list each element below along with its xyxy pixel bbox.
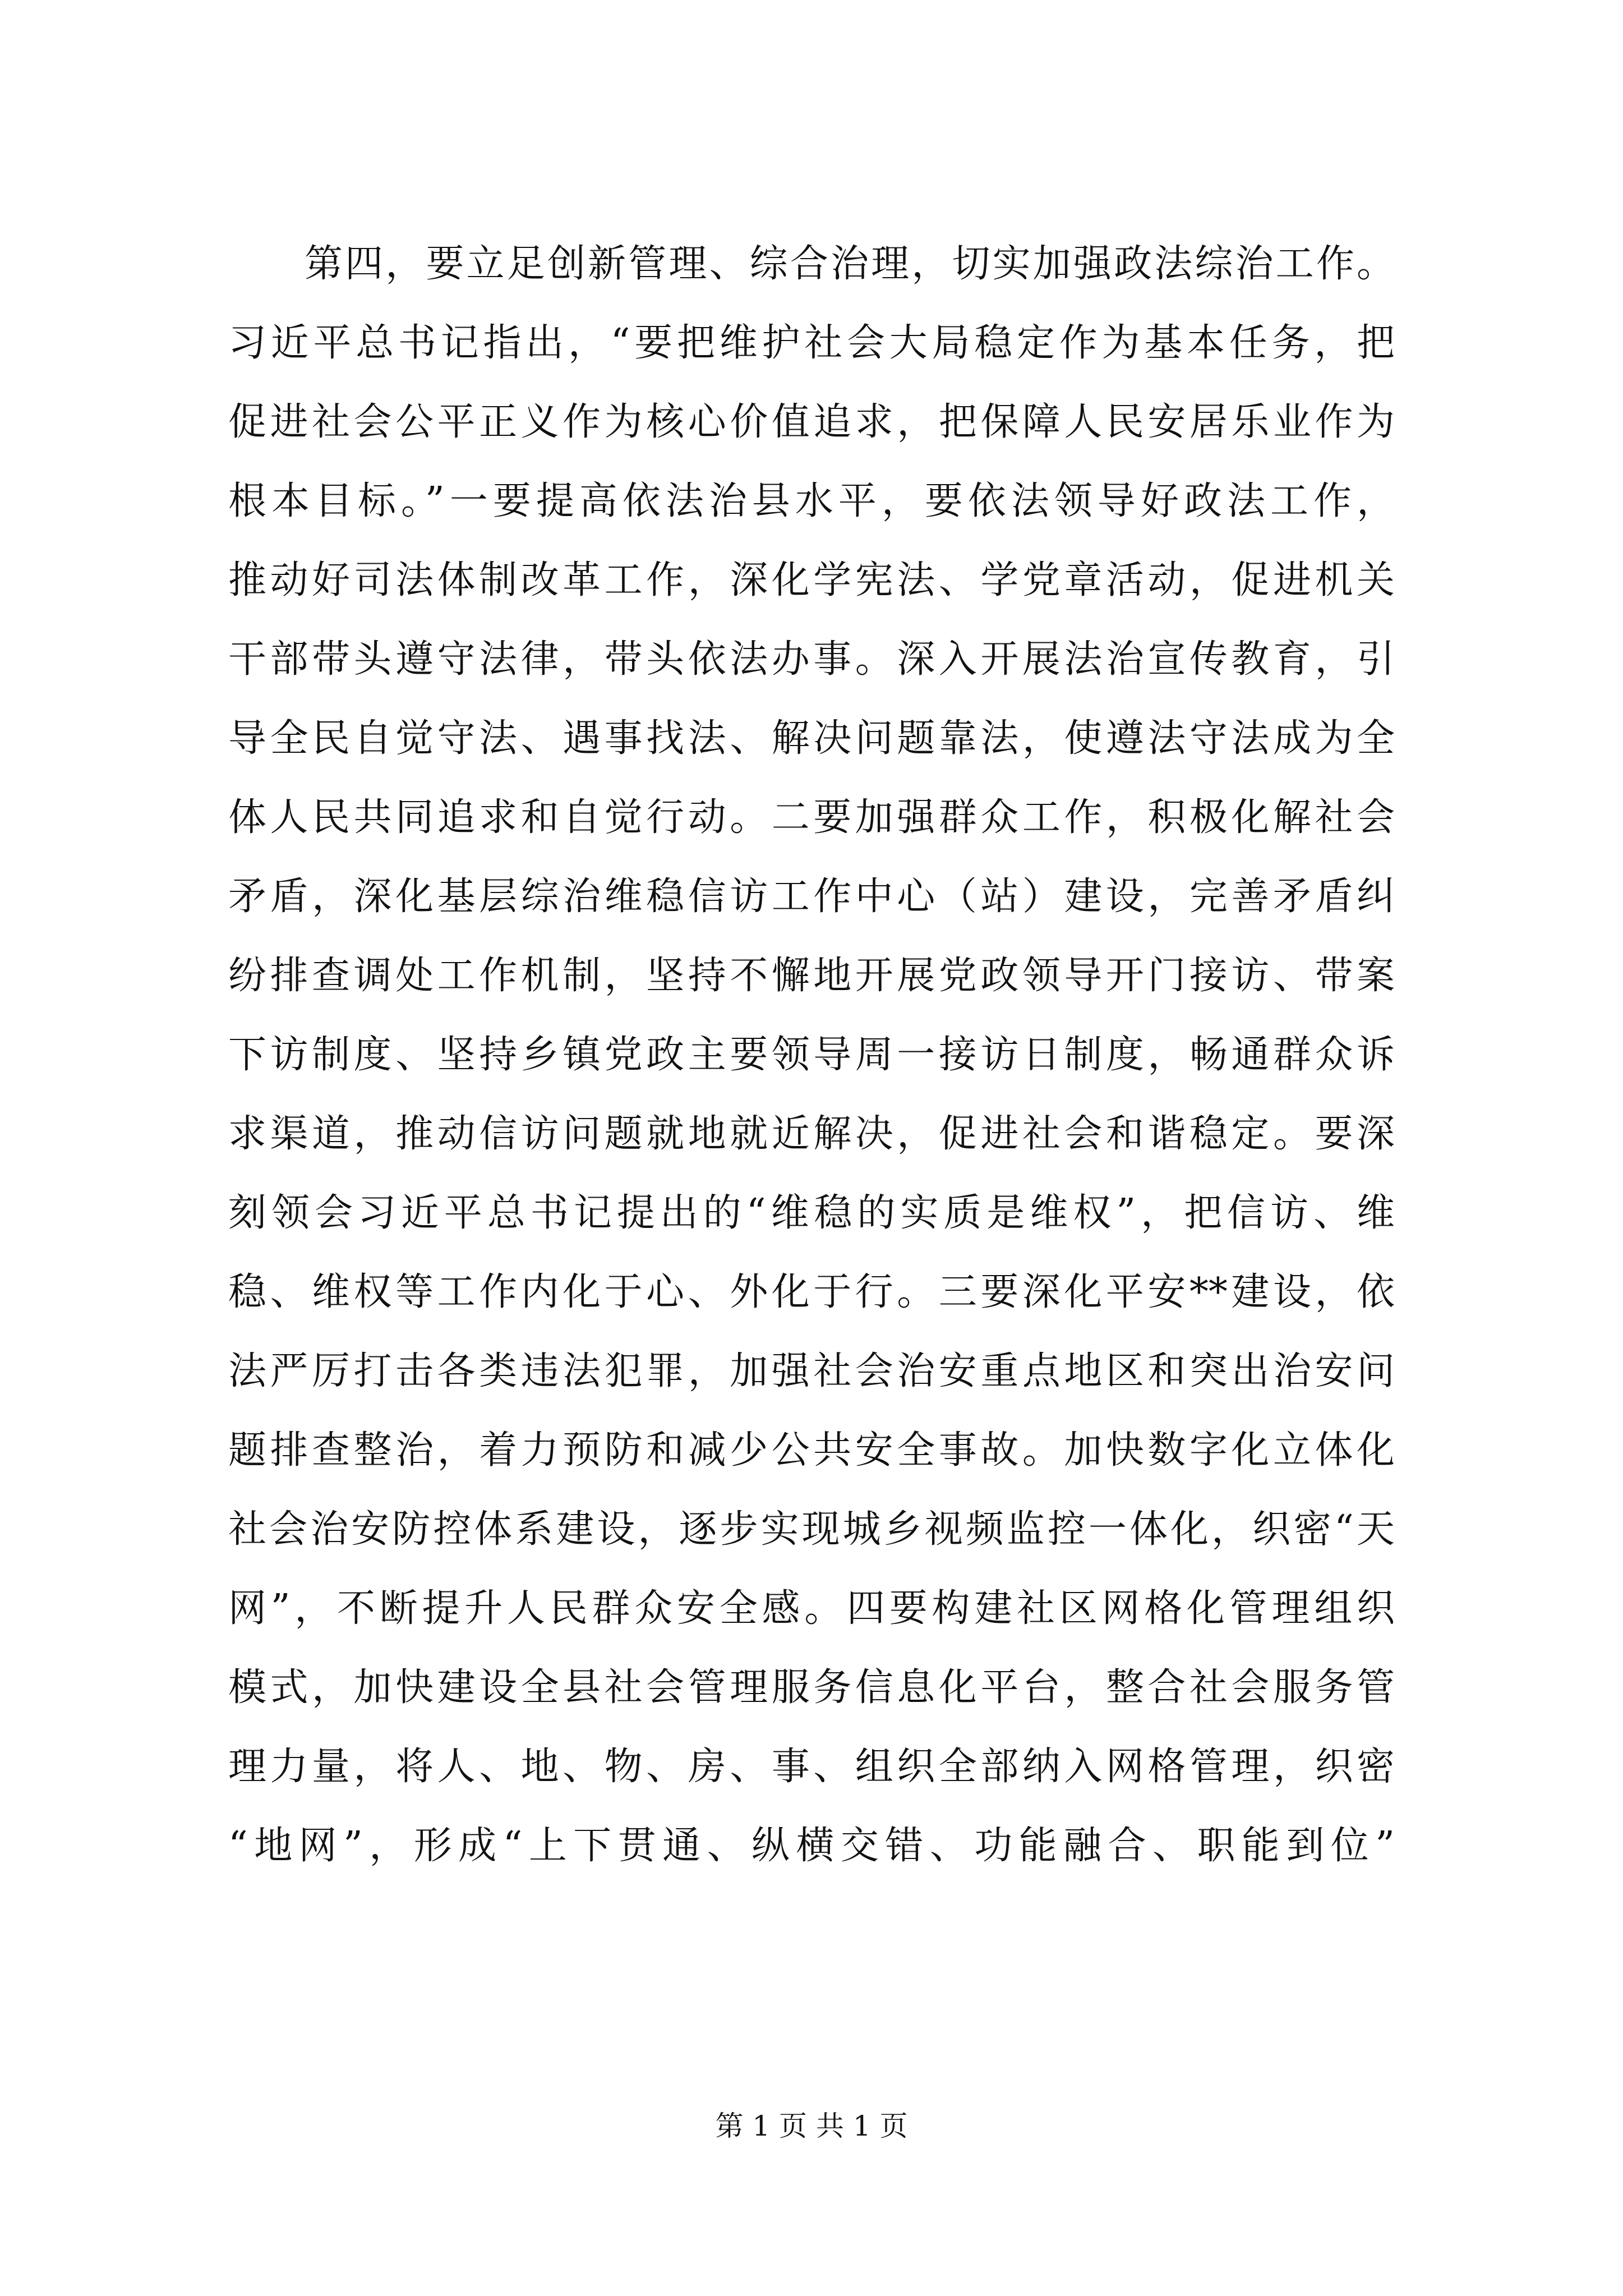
text-line: 推动好司法体制改革工作，深化学宪法、学党章活动，促进机关 <box>228 558 1395 602</box>
text-line: 理力量，将人、地、物、房、事、组织全部纳入网格管理，织密 <box>228 1745 1395 1789</box>
text-line: 导全民自觉守法、遇事找法、解决问题靠法，使遵法守法成为全 <box>228 716 1395 761</box>
text-line: 第四，要立足创新管理、综合治理，切实加强政法综治工作。 <box>305 242 1395 286</box>
text-line: 网”，不断提升人民群众安全感。四要构建社区网格化管理组织 <box>228 1586 1395 1631</box>
text-line: 下访制度、坚持乡镇党政主要领导周一接访日制度，畅通群众诉 <box>228 1033 1395 1077</box>
text-line: 纷排查调处工作机制，坚持不懈地开展党政领导开门接访、带案 <box>228 954 1395 998</box>
text-line: 矛盾，深化基层综治维稳信访工作中心（站）建设，完善矛盾纠 <box>228 875 1395 919</box>
text-line: “地网”，形成“上下贯通、纵横交错、功能融合、职能到位” <box>228 1824 1395 1868</box>
text-line: 干部带头遵守法律，带头依法办事。深入开展法治宣传教育，引 <box>228 637 1395 682</box>
text-line: 稳、维权等工作内化于心、外化于行。三要深化平安**建设，依 <box>228 1270 1395 1314</box>
text-line: 社会治安防控体系建设，逐步实现城乡视频监控一体化，织密“天 <box>228 1507 1395 1552</box>
text-line: 模式，加快建设全县社会管理服务信息化平台，整合社会服务管 <box>228 1665 1395 1710</box>
text-line: 体人民共同追求和自觉行动。二要加强群众工作，积极化解社会 <box>228 795 1395 840</box>
text-line: 求渠道，推动信访问题就地就近解决，促进社会和谐稳定。要深 <box>228 1112 1395 1156</box>
text-line: 题排查整治，着力预防和减少公共安全事故。加快数字化立体化 <box>228 1428 1395 1473</box>
body-paragraph <box>228 224 1395 1885</box>
page-footer: 第 1 页 共 1 页 <box>715 2110 908 2142</box>
text-line: 习近平总书记指出，“要把维护社会大局稳定作为基本任务，把 <box>228 321 1395 365</box>
text-line: 根本目标。”一要提高依法治县水平，要依法领导好政法工作， <box>228 479 1395 523</box>
text-line: 促进社会公平正义作为核心价值追求，把保障人民安居乐业作为 <box>228 400 1395 444</box>
text-line: 刻领会习近平总书记提出的“维稳的实质是维权”，把信访、维 <box>228 1191 1395 1235</box>
text-line: 法严厉打击各类违法犯罪，加强社会治安重点地区和突出治安问 <box>228 1349 1395 1393</box>
